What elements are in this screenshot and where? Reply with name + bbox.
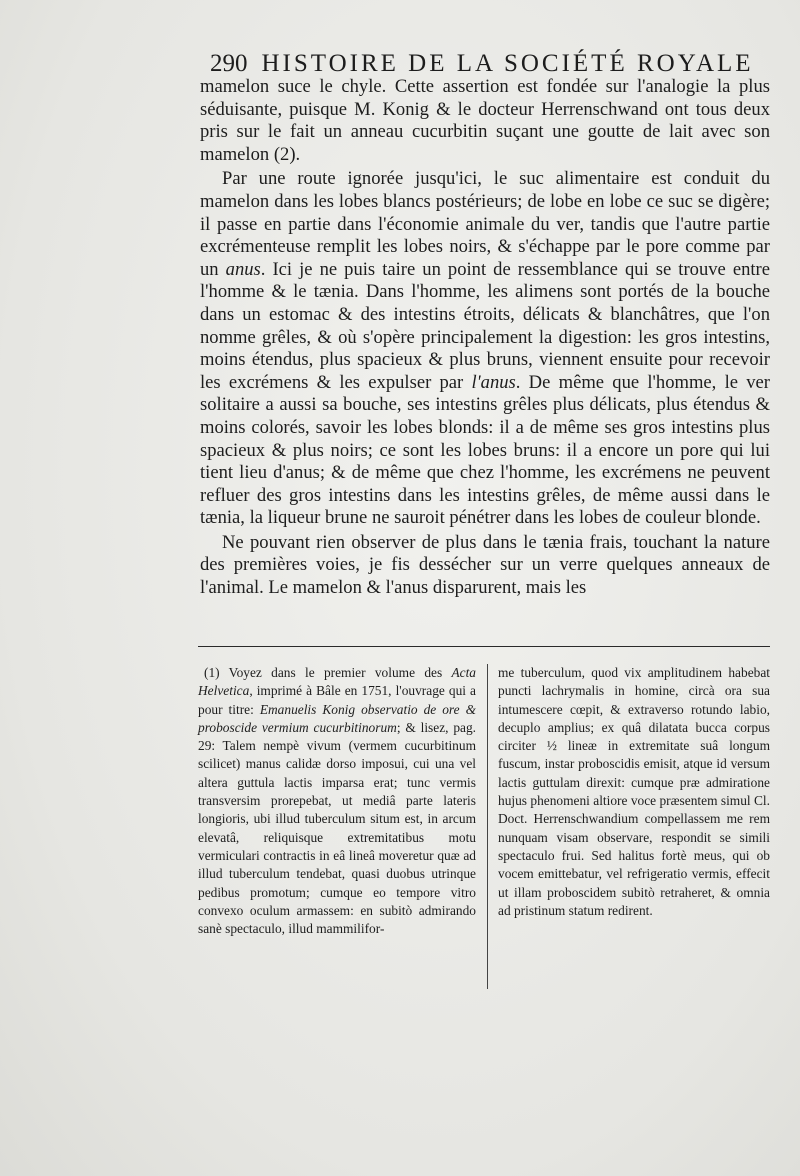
footnote-1 (198, 664, 476, 938)
paragraph-1 (200, 76, 770, 166)
footnote-1-text-c: ; & lisez, pag. 29: Talem nempè vivum (vermem cucurbitinum scilicet) manus calidæ dorso imposui, cui una vel altera guttula lactis imparsa erat; tunc vermis transversim prorepebat, ut mediâ parte lateris longioris, ubi illud tuberculum situm est, in arcum elevatâ, reliquisque extremitatibus motu vermiculari contractis in eâ lineâ moveretur quæ ad illud tuberculum tendebat, quasi duobus utrinque pedibus promotum; cumque eo tempore vitro convexo oculum armassem: en subitò admirando sanè spectaculo, illud mammilifor- (198, 719, 477, 937)
footnote-1-text-b: , imprimé à Bâle en 1751, l'ouvrage qui a pour titre: (198, 683, 476, 717)
page-number: 290 (210, 50, 248, 77)
footnote-1-continued: me tuberculum, quod vix amplitudinem habebat puncti lachrymalis in homine, circà ora sua intumescere cœpit, & extraverso rotundo labio, decuplo amplius; ex quâ dilatata bucca corpus circiter ½ lineæ in extremitate suâ longum fuscum, instar proboscidis emisit, atque id versum lactis guttulam direxit: cumque præ admiratione hujus phenomeni altiore voce præsentem simul Cl. Doct. Herrenschwandium compellassem me rem nunquam visam observare, respondit se simili spectaculo frui. Sed halitus fortè meus, qui ob vocem emittebatur, vel refrigeratio vermis, effecit ut illam proboscidem subitò retraheret, & omnia ad pristinum statum redirent. (498, 665, 770, 918)
running-header (210, 50, 770, 78)
footnote-right-column (498, 664, 770, 920)
paragraph-2-text-c: . De même que l'homme, le ver solitaire a aussi sa bouche, ses intestins grêles plus délicats, plus étendus & moins colorés, savoir les lobes blonds: il a de même ses gros intestins plus spacieux & plus noirs; ce sont les lobes bruns: il a encore un pore qui lui tient lieu d'anus; & de même que chez l'homme, les excrémens ne peuvent refluer des gros intestins dans les intestins grêles, de même aussi dans le tænia, la liqueur brune ne sauroit pénétrer dans les lobes de couleur blonde. (200, 371, 770, 529)
paragraph-3 (200, 532, 770, 600)
footnote-journal-title: Acta Helvetica (198, 665, 476, 699)
footnote-work-title: Emanuelis Konig observatio de ore & proboscide vermium cucurbitinorum (198, 701, 476, 735)
italic-anus: anus (225, 258, 261, 280)
italic-lanus: l'anus (471, 371, 516, 393)
footnote-left-column (198, 664, 476, 938)
paragraph-1-text: mamelon suce le chyle. Cette assertion est fondée sur l'analogie la plus séduisante, puisque M. Konig & le docteur Herrenschwand ont tous deux pris sur le fait un anneau cucurbitin suçant une goutte de lait avec son mamelon (2). (200, 76, 770, 165)
footnote-divider (198, 646, 770, 647)
footnote-1-text-a: (1) Voyez dans le premier volume des (204, 665, 452, 680)
paragraph-2-text-b: . Ici je ne puis taire un point de ressemblance qui se trouve entre l'homme & le tænia. Dans l'homme, les alimens sont portés de la bouche dans un estomac & des intestins étroits, délicats & blanchâtres, que l'on nomme grêles, & où s'opère principalement la digestion: les gros intestins, moins étendus, plus spacieux & plus bruns, viennent ensuite pour recevoir les excrémens & les expulser par (200, 258, 770, 393)
footnote-column-separator (487, 664, 488, 989)
paragraph-3-text: Ne pouvant rien observer de plus dans le tænia frais, touchant la nature des premières voies, je fis dessécher sur un verre quelques anneaux de l'animal. Le mamelon & l'anus disparurent, mais les (200, 531, 770, 599)
paragraph-2-text-a: Par une route ignorée jusqu'ici, le suc alimentaire est conduit du mamelon dans les lobes blancs postérieurs; de lobe en lobe ce suc se digère; il passe en partie dans l'économie animale du ver, tandis que l'autre partie excrémenteuse remplit les lobes noirs, & s'échappe par le pore comme par un (200, 168, 770, 280)
paragraph-2 (200, 168, 770, 530)
running-title: HISTOIRE DE LA SOCIÉTÉ ROYALE (261, 50, 754, 77)
main-text (200, 76, 770, 600)
